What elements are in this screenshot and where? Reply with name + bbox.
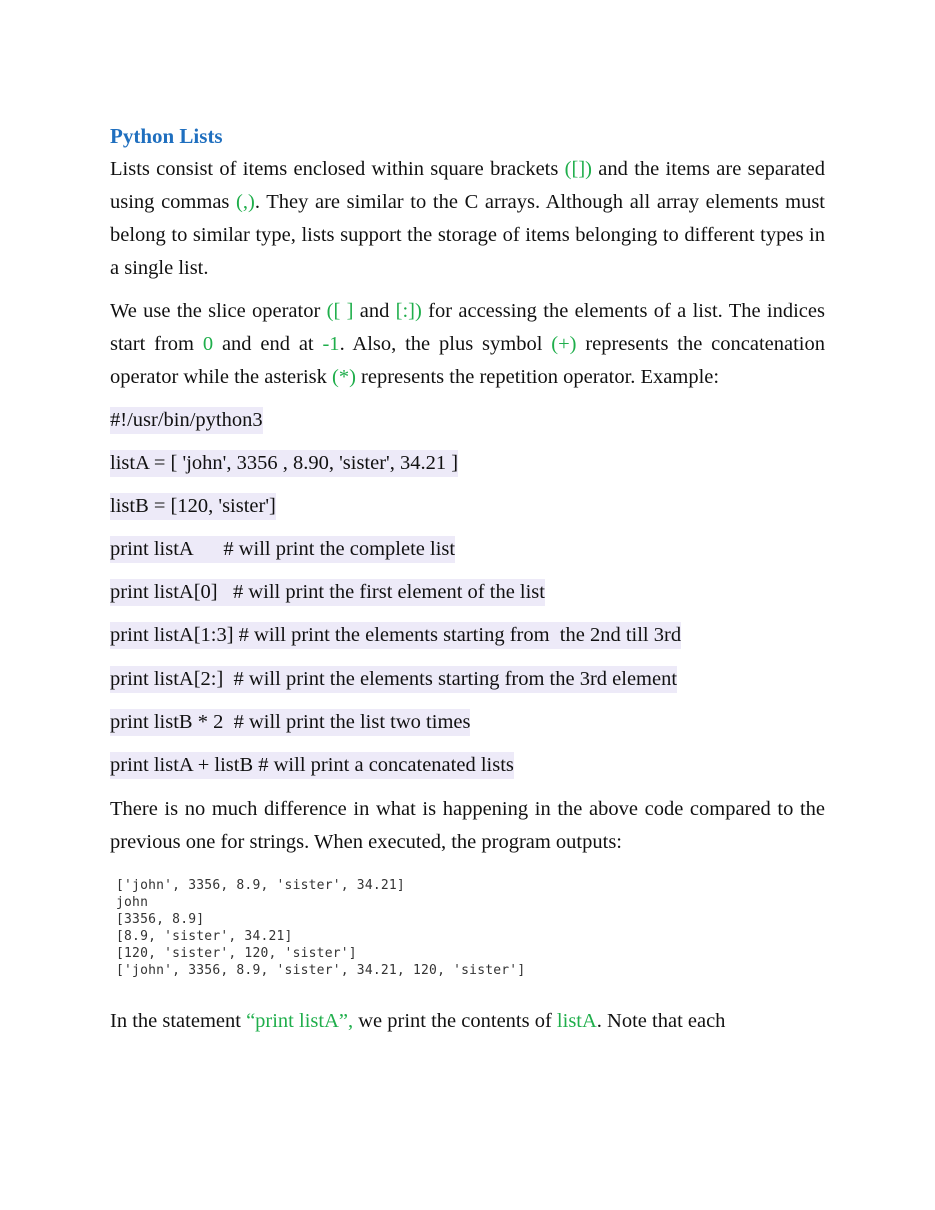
code-text: #!/usr/bin/python3 xyxy=(110,407,263,434)
text: We use the slice operator xyxy=(110,300,327,322)
text: for accessing the elements of a list. The indices start from xyxy=(110,300,825,355)
highlight-brackets: ([]) xyxy=(564,158,592,180)
output-line: [8.9, 'sister', 34.21] xyxy=(116,929,293,944)
paragraph-lists-intro xyxy=(110,153,825,285)
text: . Note that each xyxy=(596,1010,726,1032)
code-example xyxy=(110,404,825,782)
code-line xyxy=(110,749,825,782)
text: . They are similar to the C arrays. Although all array elements must belong to similar type, lists support the storage of items belonging to different types in a single list. xyxy=(110,191,825,279)
code-text: listB = [120, 'sister'] xyxy=(110,493,276,520)
code-text: print listA # will print the complete list xyxy=(110,536,455,563)
output-line: ['john', 3356, 8.9, 'sister', 34.21, 120, 'sister'] xyxy=(116,963,526,978)
text: Lists consist of items enclosed within square brackets xyxy=(110,158,565,180)
text: and xyxy=(353,300,396,322)
document-page xyxy=(110,120,825,1048)
output-line: [3356, 8.9] xyxy=(116,912,205,927)
code-text: print listA[0] # will print the first element of the list xyxy=(110,579,545,606)
text: In the statement xyxy=(110,1010,247,1032)
code-line xyxy=(110,576,825,609)
text: . Also, the plus symbol xyxy=(339,333,552,355)
highlight-lista: listA xyxy=(556,1010,597,1032)
highlight-slice-open: ([ ] xyxy=(326,300,354,322)
highlight-print-statement: “print listA”, xyxy=(246,1010,354,1032)
highlight-minus-one: -1 xyxy=(322,333,340,355)
highlight-plus: (+) xyxy=(551,333,577,355)
text: we print the contents of xyxy=(353,1010,557,1032)
program-output-screenshot xyxy=(116,877,825,979)
highlight-slice-colon: [:]) xyxy=(395,300,422,322)
paragraph-output-intro: There is no much difference in what is happening in the above code compared to the previous one for strings. When executed, the program outputs: xyxy=(110,798,825,853)
code-text: listA = [ 'john', 3356 , 8.90, 'sister', 34.21 ] xyxy=(110,450,458,477)
code-line xyxy=(110,706,825,739)
section-heading: Python Lists xyxy=(110,124,223,148)
code-text: print listA + listB # will print a concatenated lists xyxy=(110,752,514,779)
code-line xyxy=(110,447,825,480)
code-line xyxy=(110,490,825,523)
output-line: john xyxy=(116,895,149,910)
highlight-asterisk: (*) xyxy=(332,366,356,388)
code-line xyxy=(110,404,825,437)
code-line xyxy=(110,663,825,696)
highlight-commas: (,) xyxy=(236,191,255,213)
text: and end at xyxy=(213,333,323,355)
code-text: print listA[2:] # will print the elements starting from the 3rd element xyxy=(110,666,677,693)
text: and the items are separated using commas xyxy=(110,158,825,213)
text: represents the concatenation operator while the asterisk xyxy=(110,333,825,388)
paragraph-slice-operator xyxy=(110,295,825,394)
paragraph-statement-note xyxy=(110,1005,825,1038)
output-line: ['john', 3356, 8.9, 'sister', 34.21] xyxy=(116,878,405,893)
code-line xyxy=(110,619,825,652)
output-line: [120, 'sister', 120, 'sister'] xyxy=(116,946,357,961)
text: represents the repetition operator. Example: xyxy=(355,366,720,388)
code-line xyxy=(110,533,825,566)
code-text: print listA[1:3] # will print the elements starting from the 2nd till 3rd xyxy=(110,622,681,649)
highlight-zero: 0 xyxy=(202,333,214,355)
code-text: print listB * 2 # will print the list two times xyxy=(110,709,470,736)
